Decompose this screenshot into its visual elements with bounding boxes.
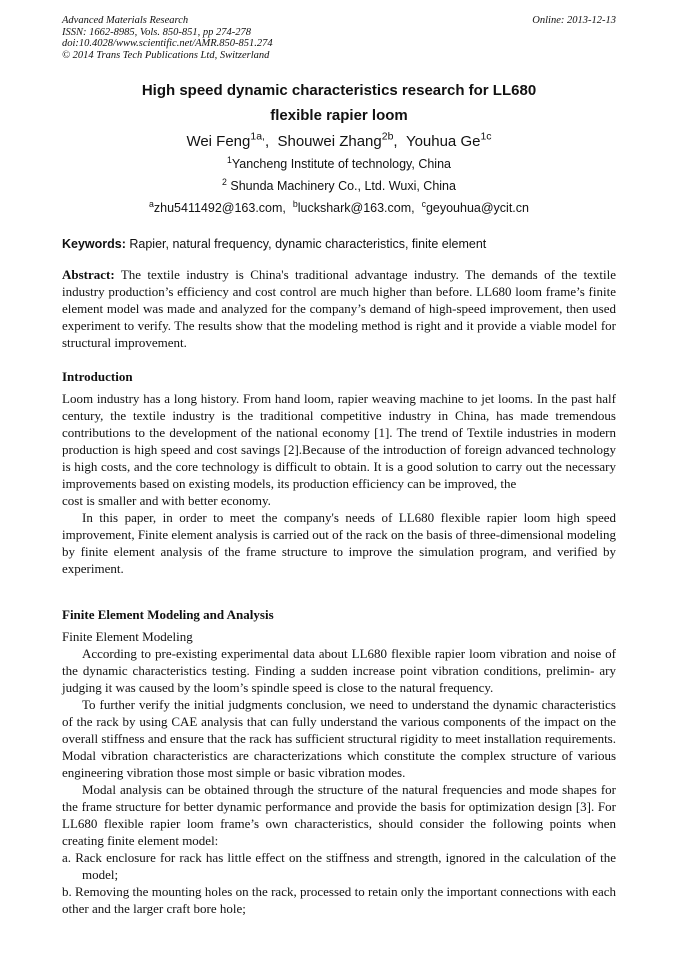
- list-item: a. Rack enclosure for rack has little effect on the stiffness and strength, ignored in the calculation of the model;: [62, 850, 616, 882]
- paragraph: To further verify the initial judgments conclusion, we need to understand the dynamic characteristics of the rack by using CAE analysis that can fully understand the various components of the impact on the overall stiffness and ensure that the rack has sufficient structural rigidity to meet installation requirements. Modal vibration characteristics are characterizations which constitute the complex structure of various engineering vibration those most simple or basic vibration modes.: [62, 697, 616, 780]
- author-marker: 1c: [480, 130, 492, 143]
- keywords-text: Rapier, natural frequency, dynamic characteristics, finite element: [125, 237, 487, 251]
- paper-title-line-2: flexible rapier loom: [270, 107, 408, 124]
- section-heading: Finite Element Modeling and Analysis: [62, 607, 274, 622]
- online-date: Online: 2013-12-13: [532, 15, 616, 26]
- affiliation-2: [0, 176, 678, 193]
- email-address: zhu5411492@163.com,: [153, 201, 286, 215]
- keywords-section: [62, 236, 616, 252]
- doi-line: doi:10.4028/www.scientific.net/AMR.850-851.274: [62, 38, 273, 49]
- author-name: Shouwei Zhang: [277, 133, 382, 150]
- journal-name: Advanced Materials Research: [62, 15, 189, 26]
- author-list: Wei Feng$^{1a,}$, Shouwei Zhang$^{2b}$, Youhua $Ge^{1c}$: [186, 130, 492, 150]
- paragraph: Loom industry has a long history. From hand loom, rapier weaving machine to jet looms. In the past half century, the textile industry is the traditional competitive industry in China, has made tremendous contributions to the development of the national economy [1]. The trend of Textile industries in modern production is high speed and cost savings [2].Because of the introduction of foreign advanced technology is high costs, and the core technology is difficult to obtain. It is a good solution to carry out the necessary improvements based on existing models, its production efficiency can be improved, the: [62, 391, 616, 491]
- email-marker: a: [149, 198, 154, 209]
- author-name: Youhua Ge: [405, 133, 481, 150]
- email-marker: c: [421, 198, 426, 209]
- email-address: luckshark@163.com,: [297, 201, 415, 215]
- keywords-label: Keywords:: [62, 237, 126, 251]
- abstract-section: [62, 266, 616, 351]
- affiliation-1: [0, 154, 678, 171]
- subsection-heading: Finite Element Modeling: [62, 629, 193, 644]
- author-marker: 1a,: [250, 130, 265, 143]
- paragraph: In this paper, in order to meet the company's needs of LL680 flexible rapier loom high speed improvement, Finite element analysis is carried out of the rack on the basis of three-dimensional modeling by finite element analysis of the frame structure to improve the simulation program, and verified by experiment.: [62, 510, 616, 576]
- affiliation-text: Yancheng Institute of technology, China: [231, 157, 451, 171]
- author-marker: 2b: [381, 130, 394, 143]
- fem-section: [62, 606, 616, 917]
- abstract-text: The textile industry is China's traditional advantage industry. The demands of the textile industry production’s efficiency and cost control are much higher than before. LL680 loom frame’s finite element model was made and analyzed for the company’s demand of high-speed improvement, then used experiment to verify. The results show that the modeling method is right and it provide a viable model for structural improvement.: [62, 267, 616, 350]
- paragraph: According to pre-existing experimental data about LL680 flexible rapier loom vibration and noise of the dynamic characteristics testing. Finding a sudden increase point vibration conditions, prelimin- ary judging it was caused by the loom’s spindle speed is close to the natural frequency.: [62, 646, 616, 695]
- paper-title-line-1: High speed dynamic characteristics research for LL680: [141, 82, 537, 99]
- introduction-section: [62, 368, 616, 577]
- abstract-label: Abstract:: [62, 267, 115, 282]
- list-item: b. Removing the mounting holes on the rack, processed to retain only the important connections with each other and the larger craft bore hole;: [62, 884, 616, 916]
- email-address: geyouhua@ycit.cn: [425, 201, 529, 215]
- affiliation-marker: 1: [226, 154, 232, 165]
- issn-line: ISSN: 1662-8985, Vols. 850-851, pp 274-278: [62, 26, 251, 38]
- email-marker: b: [292, 198, 298, 209]
- copyright-line: © 2014 Trans Tech Publications Ltd, Switzerland: [62, 49, 270, 61]
- journal-header: [62, 15, 273, 61]
- affiliation-marker: 2: [222, 176, 227, 187]
- paragraph: cost is smaller and with better economy.: [62, 493, 271, 508]
- author-name: Wei Feng: [186, 133, 251, 150]
- paragraph: Modal analysis can be obtained through the structure of the natural frequencies and mode shapes for the frame structure for better dynamic performance and provide the basis for optimization design [3]. For LL680 flexible rapier loom frame’s own characteristics, should consider the following points when creating finite element model:: [62, 782, 616, 848]
- section-heading: Introduction: [62, 369, 133, 384]
- affiliation-text: Shunda Machinery Co., Ltd. Wuxi, China: [230, 179, 456, 193]
- email-list: [0, 198, 678, 215]
